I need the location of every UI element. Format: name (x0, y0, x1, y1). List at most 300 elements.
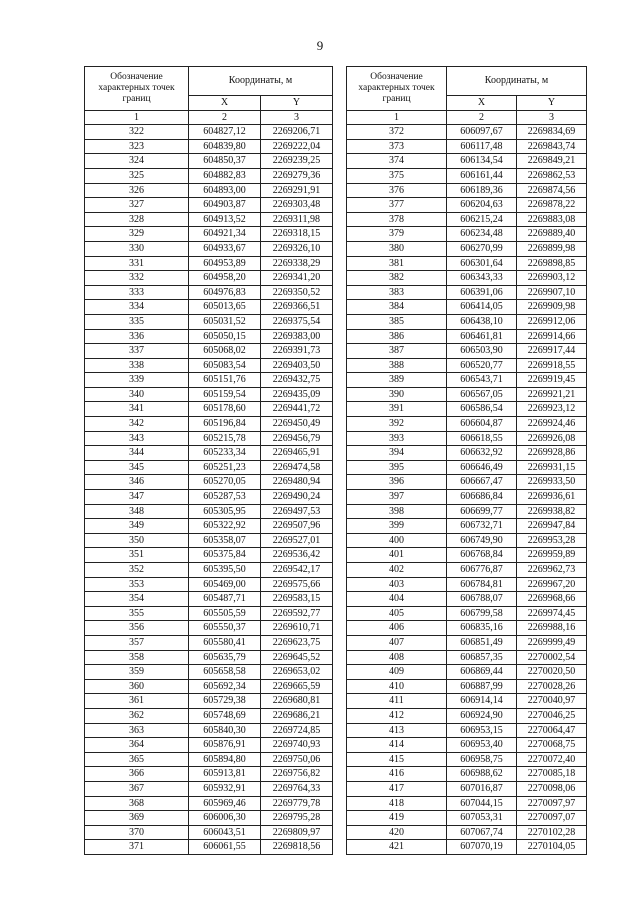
x-coordinate: 606204,63 (447, 198, 517, 213)
y-coordinate: 2269375,54 (261, 314, 333, 329)
table-row (85, 504, 333, 519)
x-coordinate: 606414,05 (447, 300, 517, 315)
point-number: 375 (347, 168, 447, 183)
y-coordinate: 2269899,98 (517, 241, 587, 256)
table-row (85, 738, 333, 753)
point-number: 368 (85, 796, 189, 811)
x-coordinate: 606914,14 (447, 694, 517, 709)
point-number: 325 (85, 168, 189, 183)
x-coordinate: 605322,92 (189, 519, 261, 534)
y-coordinate: 2269239,25 (261, 154, 333, 169)
table-row (347, 767, 587, 782)
designation-header: Обозначение характерных точек границ (347, 67, 447, 111)
table-row (85, 446, 333, 461)
table-row (347, 708, 587, 723)
x-coordinate: 605196,84 (189, 417, 261, 432)
table-row (347, 431, 587, 446)
y-coordinate: 2270068,75 (517, 738, 587, 753)
y-coordinate: 2269303,48 (261, 198, 333, 213)
page-number: 9 (316, 38, 324, 53)
x-coordinate: 605013,65 (189, 300, 261, 315)
point-number: 350 (85, 533, 189, 548)
table-row (347, 373, 587, 388)
y-coordinate: 2269291,91 (261, 183, 333, 198)
x-coordinate: 606699,77 (447, 504, 517, 519)
x-coordinate: 605305,95 (189, 504, 261, 519)
table-row (347, 212, 587, 227)
x-coordinate: 606788,07 (447, 592, 517, 607)
table-row (85, 198, 333, 213)
x-coordinate: 606503,90 (447, 344, 517, 359)
x-coordinate: 604933,67 (189, 241, 261, 256)
point-number: 385 (347, 314, 447, 329)
table-row (347, 723, 587, 738)
y-coordinate: 2270028,26 (517, 679, 587, 694)
point-number: 366 (85, 767, 189, 782)
x-coordinate: 605729,38 (189, 694, 261, 709)
x-coordinate: 607067,74 (447, 825, 517, 840)
table-row (85, 767, 333, 782)
point-number: 367 (85, 781, 189, 796)
column-number: 2 (189, 110, 261, 125)
point-number: 327 (85, 198, 189, 213)
point-number: 395 (347, 460, 447, 475)
x-coordinate: 606161,44 (447, 168, 517, 183)
x-coordinate: 606857,35 (447, 650, 517, 665)
point-number: 378 (347, 212, 447, 227)
x-coordinate: 605894,80 (189, 752, 261, 767)
x-coordinate: 605840,30 (189, 723, 261, 738)
point-number: 339 (85, 373, 189, 388)
table-row (347, 650, 587, 665)
table-row (85, 548, 333, 563)
x-coordinate: 607070,19 (447, 840, 517, 855)
y-coordinate: 2270104,05 (517, 840, 587, 855)
y-coordinate: 2269921,21 (517, 387, 587, 402)
point-number: 342 (85, 417, 189, 432)
table-row (347, 781, 587, 796)
x-coordinate: 606586,54 (447, 402, 517, 417)
table-row (347, 592, 587, 607)
y-coordinate: 2269883,08 (517, 212, 587, 227)
point-number: 351 (85, 548, 189, 563)
table-row (85, 635, 333, 650)
x-coordinate: 605375,84 (189, 548, 261, 563)
point-number: 411 (347, 694, 447, 709)
y-coordinate: 2269834,69 (517, 125, 587, 140)
point-number: 341 (85, 402, 189, 417)
y-coordinate: 2270064,47 (517, 723, 587, 738)
table-row (347, 475, 587, 490)
point-number: 335 (85, 314, 189, 329)
column-number: 1 (85, 110, 189, 125)
y-coordinate: 2269474,58 (261, 460, 333, 475)
x-coordinate: 606215,24 (447, 212, 517, 227)
y-coordinate: 2269665,59 (261, 679, 333, 694)
table-row (347, 139, 587, 154)
point-number: 348 (85, 504, 189, 519)
y-coordinate: 2269653,02 (261, 665, 333, 680)
y-coordinate: 2269849,21 (517, 154, 587, 169)
point-number: 356 (85, 621, 189, 636)
point-number: 401 (347, 548, 447, 563)
point-number: 340 (85, 387, 189, 402)
table-row (85, 460, 333, 475)
y-coordinate: 2269750,06 (261, 752, 333, 767)
y-coordinate: 2269928,86 (517, 446, 587, 461)
point-number: 421 (347, 840, 447, 855)
point-number: 389 (347, 373, 447, 388)
point-number: 352 (85, 563, 189, 578)
table-row (85, 592, 333, 607)
x-coordinate: 606732,71 (447, 519, 517, 534)
x-coordinate: 606776,87 (447, 563, 517, 578)
point-number: 374 (347, 154, 447, 169)
point-number: 364 (85, 738, 189, 753)
y-coordinate: 2269592,77 (261, 606, 333, 621)
y-coordinate: 2269724,85 (261, 723, 333, 738)
table-row (85, 227, 333, 242)
x-coordinate: 606953,15 (447, 723, 517, 738)
table-row (347, 533, 587, 548)
y-coordinate: 2269843,74 (517, 139, 587, 154)
y-coordinate: 2270020,50 (517, 665, 587, 680)
x-coordinate: 606869,44 (447, 665, 517, 680)
point-number: 408 (347, 650, 447, 665)
table-row (85, 329, 333, 344)
table-row (85, 490, 333, 505)
x-coordinate: 606391,06 (447, 285, 517, 300)
point-number: 415 (347, 752, 447, 767)
x-coordinate: 605550,37 (189, 621, 261, 636)
point-number: 322 (85, 125, 189, 140)
x-coordinate: 604958,20 (189, 271, 261, 286)
point-number: 336 (85, 329, 189, 344)
x-coordinate: 606270,99 (447, 241, 517, 256)
y-coordinate: 2269610,71 (261, 621, 333, 636)
table-row (347, 621, 587, 636)
x-coordinate: 605251,23 (189, 460, 261, 475)
table-row (85, 373, 333, 388)
y-coordinate: 2269497,53 (261, 504, 333, 519)
x-coordinate: 606749,90 (447, 533, 517, 548)
y-coordinate: 2269974,45 (517, 606, 587, 621)
x-coordinate: 606618,55 (447, 431, 517, 446)
point-number: 329 (85, 227, 189, 242)
point-number: 407 (347, 635, 447, 650)
x-coordinate: 606667,47 (447, 475, 517, 490)
y-coordinate: 2269962,73 (517, 563, 587, 578)
y-coordinate: 2269909,98 (517, 300, 587, 315)
point-number: 398 (347, 504, 447, 519)
point-number: 373 (347, 139, 447, 154)
y-coordinate: 2269967,20 (517, 577, 587, 592)
point-number: 371 (85, 840, 189, 855)
y-coordinate: 2269898,85 (517, 256, 587, 271)
table-row (85, 387, 333, 402)
x-coordinate: 605068,02 (189, 344, 261, 359)
point-number: 388 (347, 358, 447, 373)
y-coordinate: 2269907,10 (517, 285, 587, 300)
x-coordinate: 607053,31 (447, 811, 517, 826)
x-coordinate: 606134,54 (447, 154, 517, 169)
table-row (347, 490, 587, 505)
point-number: 353 (85, 577, 189, 592)
point-number: 413 (347, 723, 447, 738)
point-number: 417 (347, 781, 447, 796)
table-row (347, 752, 587, 767)
y-coordinate: 2269490,24 (261, 490, 333, 505)
y-coordinate: 2269923,12 (517, 402, 587, 417)
y-coordinate: 2269542,17 (261, 563, 333, 578)
y-coordinate: 2269903,12 (517, 271, 587, 286)
x-coordinate: 604903,87 (189, 198, 261, 213)
point-number: 363 (85, 723, 189, 738)
y-coordinate: 2270097,97 (517, 796, 587, 811)
point-number: 333 (85, 285, 189, 300)
x-coordinate: 605635,79 (189, 650, 261, 665)
table-row (85, 781, 333, 796)
x-coordinate: 606520,77 (447, 358, 517, 373)
y-coordinate: 2269326,10 (261, 241, 333, 256)
coordinates-table-right (346, 66, 587, 855)
y-coordinate: 2269527,01 (261, 533, 333, 548)
table-row (85, 723, 333, 738)
point-number: 369 (85, 811, 189, 826)
point-number: 376 (347, 183, 447, 198)
table-row (85, 168, 333, 183)
table-row (85, 606, 333, 621)
y-coordinate: 2269878,22 (517, 198, 587, 213)
point-number: 328 (85, 212, 189, 227)
y-coordinate: 2269756,82 (261, 767, 333, 782)
table-row (347, 519, 587, 534)
y-coordinate: 2269623,75 (261, 635, 333, 650)
x-coordinate: 604850,37 (189, 154, 261, 169)
x-coordinate: 604953,89 (189, 256, 261, 271)
point-number: 397 (347, 490, 447, 505)
table-row (347, 606, 587, 621)
y-coordinate: 2269350,52 (261, 285, 333, 300)
table-row (85, 344, 333, 359)
point-number: 362 (85, 708, 189, 723)
x-header: X (447, 96, 517, 111)
y-coordinate: 2269441,72 (261, 402, 333, 417)
y-coordinate: 2269318,15 (261, 227, 333, 242)
point-number: 384 (347, 300, 447, 315)
table-row (85, 621, 333, 636)
x-coordinate: 605151,76 (189, 373, 261, 388)
point-number: 365 (85, 752, 189, 767)
y-coordinate: 2269818,56 (261, 840, 333, 855)
table-row (347, 460, 587, 475)
point-number: 410 (347, 679, 447, 694)
point-number: 414 (347, 738, 447, 753)
table-row (85, 300, 333, 315)
point-number: 404 (347, 592, 447, 607)
point-number: 330 (85, 241, 189, 256)
point-number: 349 (85, 519, 189, 534)
x-coordinate: 605969,46 (189, 796, 261, 811)
y-coordinate: 2269924,46 (517, 417, 587, 432)
point-number: 358 (85, 650, 189, 665)
y-coordinate: 2269575,66 (261, 577, 333, 592)
x-coordinate: 606567,05 (447, 387, 517, 402)
y-header: Y (517, 96, 587, 111)
table-row (347, 329, 587, 344)
table-row (347, 417, 587, 432)
y-coordinate: 2269968,66 (517, 592, 587, 607)
y-coordinate: 2269583,15 (261, 592, 333, 607)
x-coordinate: 605233,34 (189, 446, 261, 461)
table-row (347, 168, 587, 183)
x-coordinate: 605748,69 (189, 708, 261, 723)
table-row (347, 256, 587, 271)
y-coordinate: 2269465,91 (261, 446, 333, 461)
point-number: 337 (85, 344, 189, 359)
x-coordinate: 606953,40 (447, 738, 517, 753)
point-number: 343 (85, 431, 189, 446)
y-coordinate: 2269779,78 (261, 796, 333, 811)
x-coordinate: 606343,33 (447, 271, 517, 286)
point-number: 357 (85, 635, 189, 650)
table-row (85, 563, 333, 578)
x-coordinate: 606851,49 (447, 635, 517, 650)
y-coordinate: 2269936,61 (517, 490, 587, 505)
table-row (347, 811, 587, 826)
point-number: 394 (347, 446, 447, 461)
table-row (347, 548, 587, 563)
x-coordinate: 606835,16 (447, 621, 517, 636)
table-row (85, 650, 333, 665)
point-number: 338 (85, 358, 189, 373)
y-coordinate: 2269931,15 (517, 460, 587, 475)
x-coordinate: 604827,12 (189, 125, 261, 140)
x-coordinate: 606799,58 (447, 606, 517, 621)
column-number: 3 (517, 110, 587, 125)
table-row (85, 533, 333, 548)
x-coordinate: 605580,41 (189, 635, 261, 650)
y-coordinate: 2269988,16 (517, 621, 587, 636)
y-coordinate: 2270002,54 (517, 650, 587, 665)
x-coordinate: 605505,59 (189, 606, 261, 621)
y-coordinate: 2269926,08 (517, 431, 587, 446)
y-coordinate: 2269874,56 (517, 183, 587, 198)
x-coordinate: 604921,34 (189, 227, 261, 242)
table-row (347, 825, 587, 840)
y-coordinate: 2269919,45 (517, 373, 587, 388)
point-number: 355 (85, 606, 189, 621)
table-row (347, 402, 587, 417)
point-number: 399 (347, 519, 447, 534)
point-number: 416 (347, 767, 447, 782)
y-coordinate: 2269686,21 (261, 708, 333, 723)
x-coordinate: 605178,60 (189, 402, 261, 417)
y-coordinate: 2269764,33 (261, 781, 333, 796)
point-number: 360 (85, 679, 189, 694)
coordinates-header: Координаты, м (447, 67, 587, 96)
x-coordinate: 607016,87 (447, 781, 517, 796)
table-row (85, 811, 333, 826)
point-number: 396 (347, 475, 447, 490)
table-row (347, 154, 587, 169)
y-coordinate: 2270102,28 (517, 825, 587, 840)
table-row (347, 840, 587, 855)
table-row (85, 694, 333, 709)
y-coordinate: 2270085,18 (517, 767, 587, 782)
point-number: 347 (85, 490, 189, 505)
y-coordinate: 2270072,40 (517, 752, 587, 767)
table-row (85, 825, 333, 840)
y-coordinate: 2270046,25 (517, 708, 587, 723)
table-row (347, 694, 587, 709)
x-coordinate: 605031,52 (189, 314, 261, 329)
y-coordinate: 2269912,06 (517, 314, 587, 329)
x-coordinate: 605050,15 (189, 329, 261, 344)
x-coordinate: 607044,15 (447, 796, 517, 811)
table-row (85, 665, 333, 680)
y-coordinate: 2270098,06 (517, 781, 587, 796)
coordinates-table-left (84, 66, 333, 855)
x-coordinate: 606784,81 (447, 577, 517, 592)
y-coordinate: 2269809,97 (261, 825, 333, 840)
point-number: 403 (347, 577, 447, 592)
x-coordinate: 605358,07 (189, 533, 261, 548)
y-coordinate: 2269391,73 (261, 344, 333, 359)
point-number: 412 (347, 708, 447, 723)
x-coordinate: 605913,81 (189, 767, 261, 782)
table-row (347, 504, 587, 519)
coordinates-header: Координаты, м (189, 67, 333, 96)
table-row (85, 402, 333, 417)
table-row (85, 796, 333, 811)
table-row (347, 198, 587, 213)
column-number: 3 (261, 110, 333, 125)
point-number: 377 (347, 198, 447, 213)
point-number: 331 (85, 256, 189, 271)
designation-header: Обозначение характерных точек границ (85, 67, 189, 111)
x-coordinate: 606234,48 (447, 227, 517, 242)
x-header: X (189, 96, 261, 111)
table-row (347, 387, 587, 402)
point-number: 359 (85, 665, 189, 680)
table-row (347, 446, 587, 461)
y-coordinate: 2269862,53 (517, 168, 587, 183)
y-coordinate: 2269795,28 (261, 811, 333, 826)
table-row (85, 475, 333, 490)
table-row (347, 563, 587, 578)
y-coordinate: 2269341,20 (261, 271, 333, 286)
point-number: 383 (347, 285, 447, 300)
point-number: 405 (347, 606, 447, 621)
table-row (85, 431, 333, 446)
table-row (347, 665, 587, 680)
table-row (347, 285, 587, 300)
x-coordinate: 605487,71 (189, 592, 261, 607)
point-number: 326 (85, 183, 189, 198)
x-coordinate: 605932,91 (189, 781, 261, 796)
table-row (347, 125, 587, 140)
table-row (347, 300, 587, 315)
table-row (85, 125, 333, 140)
y-coordinate: 2269953,28 (517, 533, 587, 548)
y-coordinate: 2269432,75 (261, 373, 333, 388)
column-number: 1 (347, 110, 447, 125)
x-coordinate: 605692,34 (189, 679, 261, 694)
point-number: 332 (85, 271, 189, 286)
table-row (85, 285, 333, 300)
point-number: 419 (347, 811, 447, 826)
